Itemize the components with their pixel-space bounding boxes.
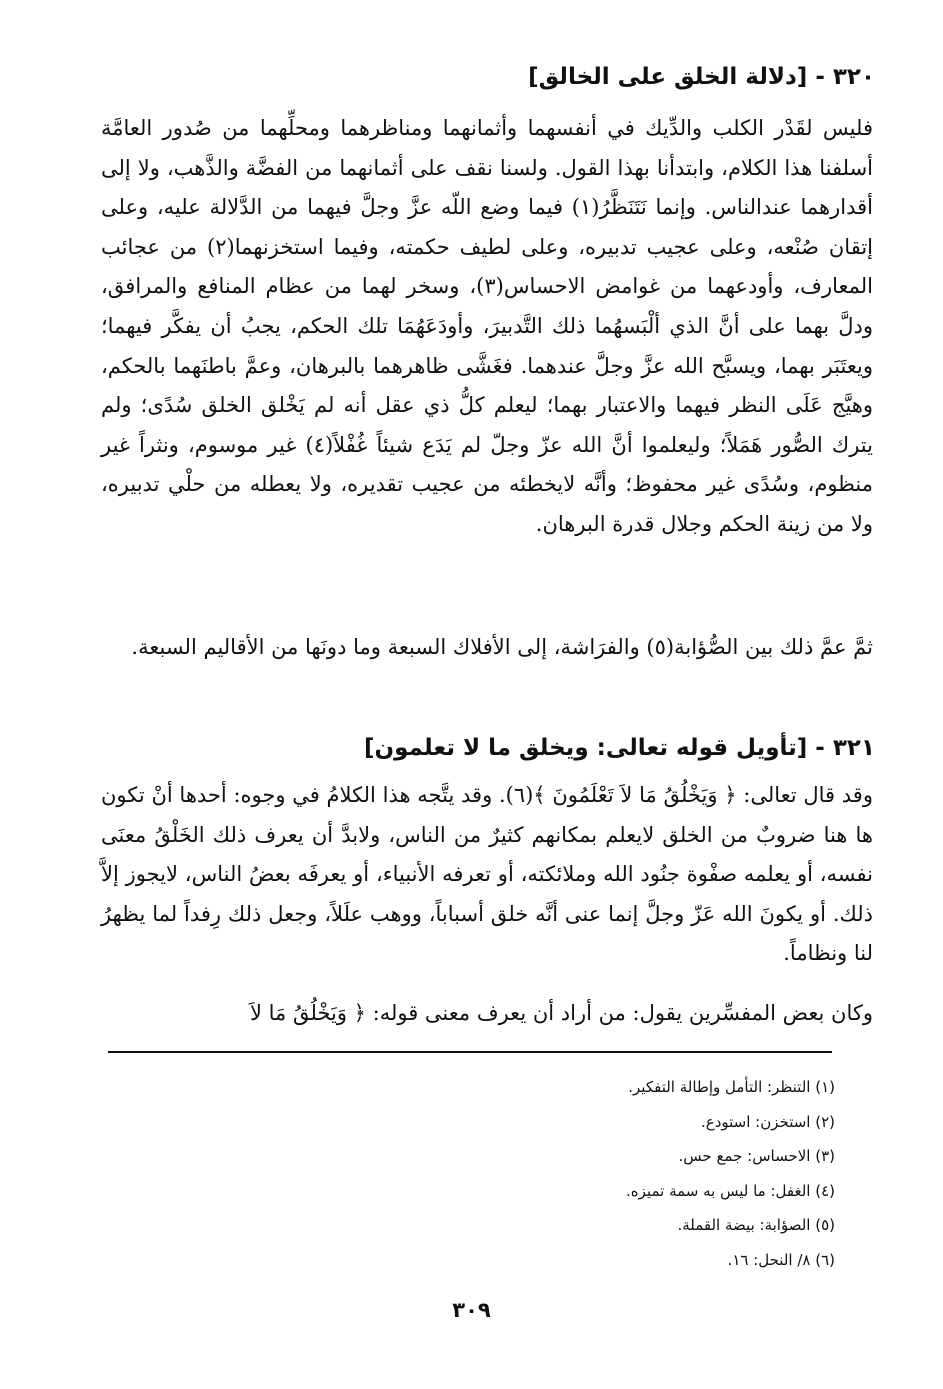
paragraph-body-1: فليس لقَدْر الكلب والدِّيك في أنفسهما وأثمانهما ومناظرهما ومحلِّهما من صُدور العامَّة أسلفنا هذا الكلام، وابتدأنا بهذا القول. ولسنا نقف على أثمانهما من الفضَّة والذَّهب، ولا إلى أقدارهما عندالناس. وإنما نَتَنَظَّرُ(١) فيما وضع اللّه عزَّ وجلَّ فيهما من الدَّلالة عليه، وعلى إتقان صُنْعه، وعلى عجيب تدبيره، وعلى لطيف حكمته، وفيما استخزنهما(٢) من عجائب المعارف، وأودعهما من غوامض الاحساس(٣)، وسخر لهما من عظام المنافع والمرافق، ودلَّ بهما على أنَّ الذي ألْبَسهُما ذلك التَّدبيرَ، وأودَعَهُمَا تلك الحكم، يجبُ أن يفكَّر فيهما؛ ويعتَبَر بهما، ويسبَّح الله عزَّ وجلَّ عندهما. فغَشَّى ظاهرهما بالبرهان، وعمَّ باطنَهما بالحكم، وهيَّج عَلَى النظر فيهما والاعتبار بهما؛ ليعلم كلُّ ذي عقل أنه لم يَخْلق الخلق سُدًى؛ ولم يترك الصُّور هَمَلاً؛ وليعلموا أنَّ الله عزّ وجلّ لم يَدَع شيئاً غُفْلاً(٤) غير موسوم، ونثراً غير منظوم، وسُدًى غير محفوظ؛ وأنَّه لايخطئه من عجيب تقديره، ولا يعطله من حلْي تدبيره، ولا من زينة الحكم وجلال قدرة البرهان. (101, 116, 874, 536)
footnote-3: (٣) الاحساس: جمع حس. (678, 1147, 835, 1166)
section-heading-321: ٣٢١ - [تأويل قوله تعالى: ويخلق ما لا تعلمون] (363, 735, 875, 761)
paragraph-body-2: ثمَّ عمَّ ذلك بين الصُّؤابة(٥) والفرَاشة، إلى الأفلاك السبعة وما دونَها من الأقاليم السبعة. (131, 635, 873, 659)
page-number: ٣٠٩ (452, 1298, 491, 1322)
footnote-5: (٥) الصؤابة: بيضة القملة. (677, 1216, 835, 1235)
footnote-1: (١) التنظر: التأمل وإطالة التفكير. (628, 1078, 835, 1096)
footnote-separator (108, 1051, 832, 1053)
footnote-2: (٢) استخزن: استودع. (700, 1112, 835, 1131)
section-heading-320: ٣٢٠ - [دلالة الخلق على الخالق] (528, 64, 875, 90)
paragraph-body-3: وقد قال تعالى: ﴿ وَيَخْلُقُ مَا لاَ تَعْلَمُونَ ﴾(٦). وقد يتَّجه هذا الكلامُ في وجوه: أحدها أنْ تكون ها هنا ضروبٌ من الخلق لايعلم بمكانهم كثيرٌ من الناس، ولابدَّ أن يعرف ذلك الخَلْقُ معنَى نفسه، أو يعلمه صفْوة جنُود الله وملائكته، أو تعرفه الأنبياء، أو يعرفَه بعضُ الناس، لايجوز إلاَّ ذلك. أو يكونَ الله عَزّ وجلَّ إنما عنى أنَّه خلق أسباباً، ووهب علَلاً، وجعل ذلك رِفداً لما يظهرُ لنا ونظاماً. (101, 783, 873, 966)
footnote-4: (٤) الغفل: ما ليس به سمة تميزه. (626, 1181, 835, 1200)
footnotes-list (111, 1070, 835, 1278)
footnote-6: (٦) ٨/ النحل: ١٦. (727, 1250, 835, 1269)
paragraph-body-4: وكان بعض المفسِّرين يقول: من أراد أن يعرف معنى قوله: ﴿ وَيَخْلُقُ مَا لاَ (250, 1001, 873, 1025)
